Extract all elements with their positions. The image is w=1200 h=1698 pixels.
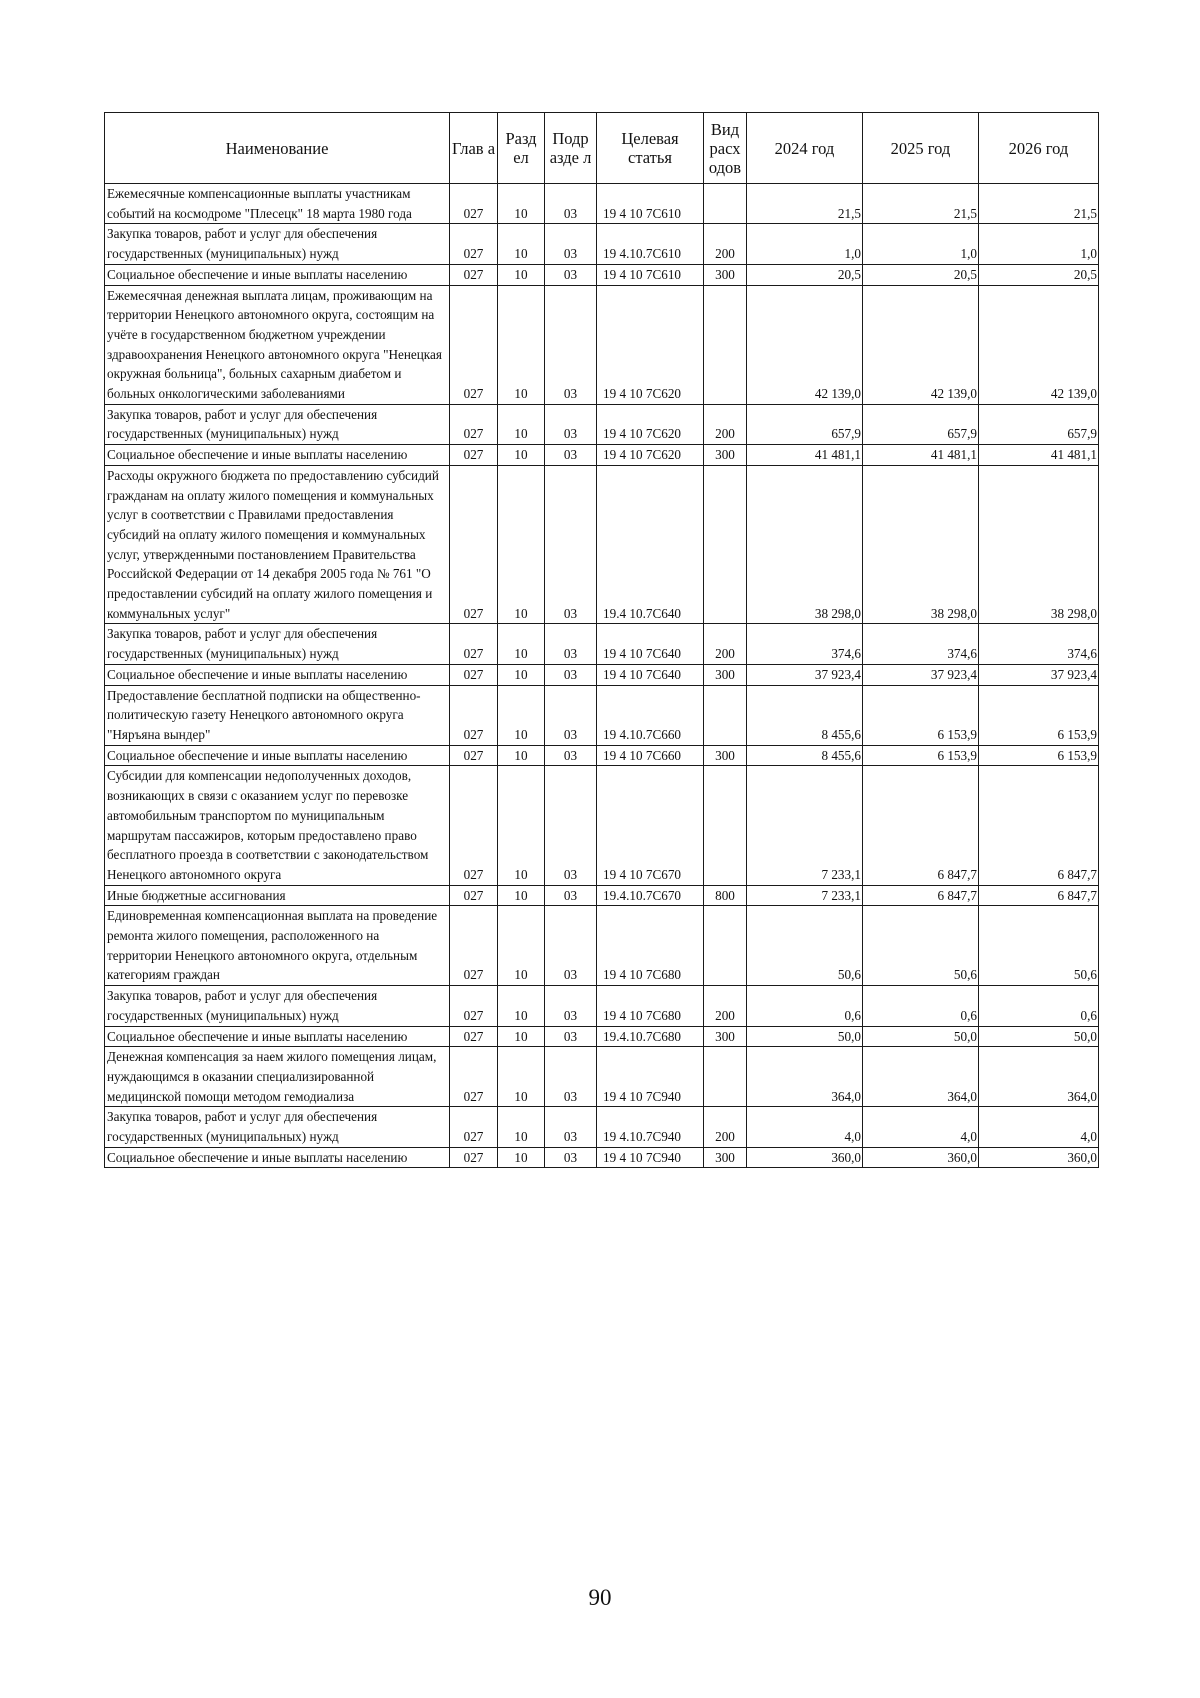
header-name: Наименование	[105, 113, 450, 184]
cell-target-article: 19.4.10.7С670	[597, 885, 704, 906]
cell-glava: 027	[450, 184, 498, 224]
cell-name: Социальное обеспечение и иные выплаты населению	[105, 1026, 450, 1047]
cell-target-article: 19.4.10.7С680	[597, 1026, 704, 1047]
cell-podrazdel: 03	[545, 624, 597, 664]
table-row	[105, 264, 1099, 285]
cell-razdel: 10	[498, 1147, 545, 1168]
cell-expense-type: 200	[704, 624, 747, 664]
table-row	[105, 745, 1099, 766]
cell-2026: 0,6	[979, 986, 1099, 1026]
cell-podrazdel: 03	[545, 766, 597, 885]
cell-name: Закупка товаров, работ и услуг для обеспечения государственных (муниципальных) нужд	[105, 1107, 450, 1147]
cell-2025: 657,9	[863, 404, 979, 444]
cell-target-article: 19 4 10 7С640	[597, 664, 704, 685]
cell-podrazdel: 03	[545, 906, 597, 986]
cell-2024: 360,0	[747, 1147, 863, 1168]
cell-podrazdel: 03	[545, 745, 597, 766]
table-row	[105, 285, 1099, 404]
page-number: 90	[588, 1585, 612, 1610]
cell-target-article: 19 4 10 7С940	[597, 1047, 704, 1107]
cell-expense-type: 300	[704, 1026, 747, 1047]
cell-expense-type: 200	[704, 404, 747, 444]
cell-name: Социальное обеспечение и иные выплаты населению	[105, 445, 450, 466]
cell-glava: 027	[450, 685, 498, 745]
cell-2026: 6 153,9	[979, 745, 1099, 766]
cell-expense-type: 200	[704, 1107, 747, 1147]
cell-target-article: 19 4 10 7С640	[597, 624, 704, 664]
table-row	[105, 906, 1099, 986]
cell-podrazdel: 03	[545, 184, 597, 224]
cell-2026: 41 481,1	[979, 445, 1099, 466]
cell-expense-type: 200	[704, 986, 747, 1026]
table-row	[105, 184, 1099, 224]
table-row	[105, 885, 1099, 906]
cell-podrazdel: 03	[545, 465, 597, 624]
cell-podrazdel: 03	[545, 1147, 597, 1168]
cell-2026: 50,0	[979, 1026, 1099, 1047]
cell-2025: 41 481,1	[863, 445, 979, 466]
cell-razdel: 10	[498, 906, 545, 986]
cell-name: Ежемесячная денежная выплата лицам, проживающим на территории Ненецкого автономного округа, состоящим на учёте в государственном бюджетном учреждении здравоохранения Ненецкого автономного округа "Ненецкая окружная больница", больных сахарным диабетом и больных онкологическими заболеваниями	[105, 285, 450, 404]
cell-2026: 38 298,0	[979, 465, 1099, 624]
cell-name: Закупка товаров, работ и услуг для обеспечения государственных (муниципальных) нужд	[105, 224, 450, 264]
cell-2025: 38 298,0	[863, 465, 979, 624]
cell-2024: 8 455,6	[747, 745, 863, 766]
cell-expense-type	[704, 184, 747, 224]
cell-2026: 6 153,9	[979, 685, 1099, 745]
cell-expense-type: 300	[704, 1147, 747, 1168]
cell-expense-type: 800	[704, 885, 747, 906]
cell-name: Социальное обеспечение и иные выплаты населению	[105, 1147, 450, 1168]
header-razdel: Разд ел	[498, 113, 545, 184]
cell-glava: 027	[450, 906, 498, 986]
cell-2025: 20,5	[863, 264, 979, 285]
cell-podrazdel: 03	[545, 404, 597, 444]
cell-target-article: 19 4 10 7С620	[597, 445, 704, 466]
cell-name: Единовременная компенсационная выплата на проведение ремонта жилого помещения, расположенного на территории Ненецкого автономного округа, отдельным категориям граждан	[105, 906, 450, 986]
cell-2026: 364,0	[979, 1047, 1099, 1107]
cell-expense-type	[704, 1047, 747, 1107]
cell-target-article: 19 4 10 7С680	[597, 986, 704, 1026]
cell-name: Социальное обеспечение и иные выплаты населению	[105, 745, 450, 766]
cell-target-article: 19 4 10 7С620	[597, 404, 704, 444]
cell-name: Предоставление бесплатной подписки на общественно-политическую газету Ненецкого автономного округа "Няръяна вындер"	[105, 685, 450, 745]
table-row	[105, 1026, 1099, 1047]
header-2026: 2026 год	[979, 113, 1099, 184]
cell-2026: 6 847,7	[979, 766, 1099, 885]
cell-2024: 38 298,0	[747, 465, 863, 624]
cell-glava: 027	[450, 465, 498, 624]
cell-2024: 20,5	[747, 264, 863, 285]
header-row	[105, 113, 1099, 184]
cell-name: Закупка товаров, работ и услуг для обеспечения государственных (муниципальных) нужд	[105, 986, 450, 1026]
cell-2026: 4,0	[979, 1107, 1099, 1147]
cell-2024: 41 481,1	[747, 445, 863, 466]
cell-2024: 7 233,1	[747, 885, 863, 906]
cell-podrazdel: 03	[545, 1107, 597, 1147]
cell-2026: 42 139,0	[979, 285, 1099, 404]
cell-target-article: 19 4.10.7С940	[597, 1107, 704, 1147]
table-row	[105, 685, 1099, 745]
cell-2024: 0,6	[747, 986, 863, 1026]
cell-name: Иные бюджетные ассигнования	[105, 885, 450, 906]
cell-2025: 364,0	[863, 1047, 979, 1107]
cell-razdel: 10	[498, 404, 545, 444]
cell-razdel: 10	[498, 445, 545, 466]
cell-glava: 027	[450, 885, 498, 906]
cell-podrazdel: 03	[545, 885, 597, 906]
table-row	[105, 1107, 1099, 1147]
cell-name: Субсидии для компенсации недополученных доходов, возникающих в связи с оказанием услуг по перевозке автомобильным транспортом по муниципальным маршрутам пассажиров, которым предоставлено право бесплатного проезда в соответствии с законодательством Ненецкого автономного округа	[105, 766, 450, 885]
cell-expense-type: 300	[704, 264, 747, 285]
table-row	[105, 664, 1099, 685]
cell-glava: 027	[450, 766, 498, 885]
cell-glava: 027	[450, 1107, 498, 1147]
cell-2025: 1,0	[863, 224, 979, 264]
cell-2025: 374,6	[863, 624, 979, 664]
cell-expense-type: 300	[704, 664, 747, 685]
cell-2025: 21,5	[863, 184, 979, 224]
cell-2024: 50,6	[747, 906, 863, 986]
table-row	[105, 1147, 1099, 1168]
table-row	[105, 465, 1099, 624]
cell-podrazdel: 03	[545, 664, 597, 685]
cell-expense-type	[704, 766, 747, 885]
cell-razdel: 10	[498, 1026, 545, 1047]
cell-2025: 50,6	[863, 906, 979, 986]
cell-podrazdel: 03	[545, 264, 597, 285]
cell-expense-type	[704, 685, 747, 745]
cell-name: Закупка товаров, работ и услуг для обеспечения государственных (муниципальных) нужд	[105, 404, 450, 444]
cell-razdel: 10	[498, 1107, 545, 1147]
cell-2026: 1,0	[979, 224, 1099, 264]
cell-glava: 027	[450, 404, 498, 444]
cell-2025: 42 139,0	[863, 285, 979, 404]
cell-razdel: 10	[498, 285, 545, 404]
cell-target-article: 19 4 10 7С670	[597, 766, 704, 885]
cell-podrazdel: 03	[545, 1026, 597, 1047]
header-expense-type: Вид расх одов	[704, 113, 747, 184]
cell-razdel: 10	[498, 766, 545, 885]
header-podrazdel: Подр азде л	[545, 113, 597, 184]
cell-podrazdel: 03	[545, 1047, 597, 1107]
cell-expense-type	[704, 465, 747, 624]
cell-name: Социальное обеспечение и иные выплаты населению	[105, 264, 450, 285]
header-glava: Глав а	[450, 113, 498, 184]
cell-glava: 027	[450, 664, 498, 685]
cell-glava: 027	[450, 745, 498, 766]
cell-target-article: 19 4 10 7С680	[597, 906, 704, 986]
cell-2026: 50,6	[979, 906, 1099, 986]
cell-2025: 360,0	[863, 1147, 979, 1168]
cell-glava: 027	[450, 1147, 498, 1168]
cell-2024: 21,5	[747, 184, 863, 224]
cell-glava: 027	[450, 1026, 498, 1047]
cell-target-article: 19 4 10 7С610	[597, 264, 704, 285]
cell-glava: 027	[450, 264, 498, 285]
cell-razdel: 10	[498, 885, 545, 906]
header-target-article: Целевая статья	[597, 113, 704, 184]
cell-2024: 1,0	[747, 224, 863, 264]
cell-razdel: 10	[498, 184, 545, 224]
cell-2024: 37 923,4	[747, 664, 863, 685]
cell-expense-type	[704, 906, 747, 986]
cell-2025: 50,0	[863, 1026, 979, 1047]
cell-razdel: 10	[498, 986, 545, 1026]
cell-razdel: 10	[498, 1047, 545, 1107]
cell-2025: 6 153,9	[863, 685, 979, 745]
cell-2025: 6 153,9	[863, 745, 979, 766]
cell-2025: 6 847,7	[863, 766, 979, 885]
cell-2025: 6 847,7	[863, 885, 979, 906]
cell-2026: 657,9	[979, 404, 1099, 444]
table-row	[105, 1047, 1099, 1107]
cell-razdel: 10	[498, 685, 545, 745]
cell-podrazdel: 03	[545, 685, 597, 745]
cell-2026: 37 923,4	[979, 664, 1099, 685]
cell-razdel: 10	[498, 624, 545, 664]
cell-2026: 20,5	[979, 264, 1099, 285]
cell-2024: 7 233,1	[747, 766, 863, 885]
table-row	[105, 624, 1099, 664]
cell-glava: 027	[450, 624, 498, 664]
cell-target-article: 19 4 10 7С610	[597, 184, 704, 224]
cell-2024: 364,0	[747, 1047, 863, 1107]
cell-expense-type: 200	[704, 224, 747, 264]
cell-2024: 8 455,6	[747, 685, 863, 745]
cell-target-article: 19 4.10.7С610	[597, 224, 704, 264]
cell-2024: 42 139,0	[747, 285, 863, 404]
cell-glava: 027	[450, 1047, 498, 1107]
cell-target-article: 19 4 10 7С620	[597, 285, 704, 404]
header-2024: 2024 год	[747, 113, 863, 184]
cell-glava: 027	[450, 224, 498, 264]
cell-target-article: 19 4 10 7С660	[597, 745, 704, 766]
cell-name: Социальное обеспечение и иные выплаты населению	[105, 664, 450, 685]
cell-2025: 0,6	[863, 986, 979, 1026]
cell-expense-type: 300	[704, 745, 747, 766]
cell-glava: 027	[450, 986, 498, 1026]
cell-expense-type	[704, 285, 747, 404]
table-header	[105, 113, 1099, 184]
cell-podrazdel: 03	[545, 285, 597, 404]
cell-2026: 6 847,7	[979, 885, 1099, 906]
cell-razdel: 10	[498, 224, 545, 264]
table-row	[105, 445, 1099, 466]
cell-target-article: 19.4 10.7С640	[597, 465, 704, 624]
cell-2026: 360,0	[979, 1147, 1099, 1168]
cell-2025: 4,0	[863, 1107, 979, 1147]
cell-2024: 374,6	[747, 624, 863, 664]
cell-razdel: 10	[498, 664, 545, 685]
table-row	[105, 766, 1099, 885]
cell-expense-type: 300	[704, 445, 747, 466]
cell-target-article: 19 4 10 7С940	[597, 1147, 704, 1168]
cell-razdel: 10	[498, 465, 545, 624]
cell-name: Расходы окружного бюджета по предоставлению субсидий гражданам на оплату жилого помещения и коммунальных услуг в соответствии с Правилами предоставления субсидий на оплату жилого помещения и коммунальных услуг, утвержденными постановлением Правительства Российской Федерации от 14 декабря 2005 года № 761 "О предоставлении субсидий на оплату жилого помещения и коммунальных услуг"	[105, 465, 450, 624]
cell-2024: 4,0	[747, 1107, 863, 1147]
table-body	[105, 184, 1099, 1168]
budget-table	[104, 112, 1099, 1168]
cell-podrazdel: 03	[545, 445, 597, 466]
cell-name: Денежная компенсация за наем жилого помещения лицам, нуждающимся в оказании специализированной медицинской помощи методом гемодиализа	[105, 1047, 450, 1107]
table-row	[105, 404, 1099, 444]
header-2025: 2025 год	[863, 113, 979, 184]
cell-glava: 027	[450, 445, 498, 466]
cell-2026: 374,6	[979, 624, 1099, 664]
cell-razdel: 10	[498, 745, 545, 766]
cell-name: Ежемесячные компенсационные выплаты участникам событий на космодроме "Плесецк" 18 марта 1980 года	[105, 184, 450, 224]
cell-podrazdel: 03	[545, 986, 597, 1026]
cell-2025: 37 923,4	[863, 664, 979, 685]
cell-2024: 50,0	[747, 1026, 863, 1047]
table-row	[105, 224, 1099, 264]
cell-target-article: 19 4.10.7С660	[597, 685, 704, 745]
cell-name: Закупка товаров, работ и услуг для обеспечения государственных (муниципальных) нужд	[105, 624, 450, 664]
table-row	[105, 986, 1099, 1026]
cell-razdel: 10	[498, 264, 545, 285]
cell-podrazdel: 03	[545, 224, 597, 264]
cell-2024: 657,9	[747, 404, 863, 444]
cell-2026: 21,5	[979, 184, 1099, 224]
cell-glava: 027	[450, 285, 498, 404]
